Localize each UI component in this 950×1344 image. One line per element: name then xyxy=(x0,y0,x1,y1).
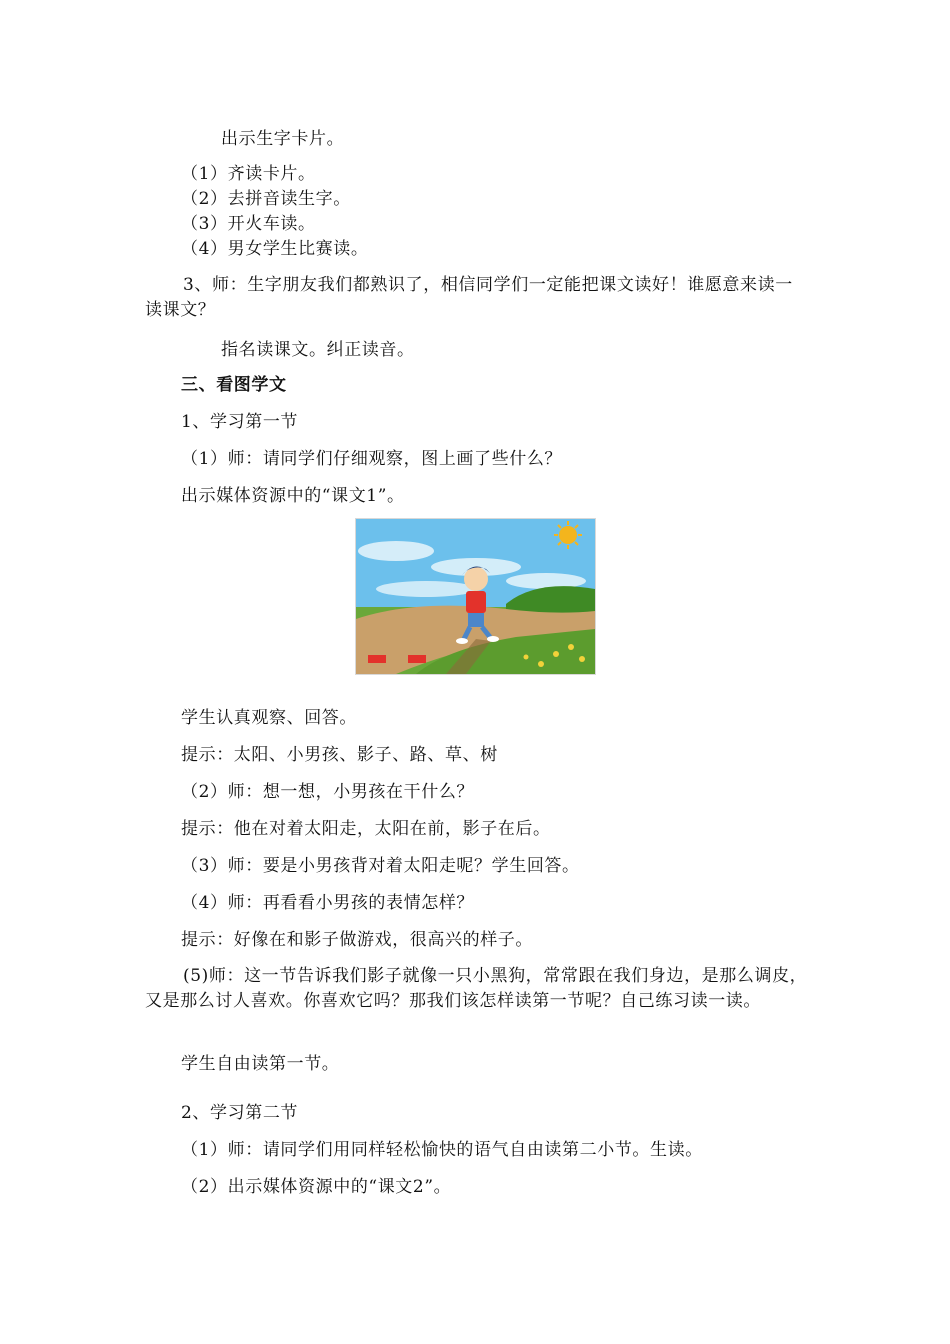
free-read-line: 学生自由读第一节。 xyxy=(181,1054,340,1074)
hint-3-line: 提示：好像在和影子做游戏，很高兴的样子。 xyxy=(181,930,533,950)
learn-section-2-heading: 2、学习第二节 xyxy=(181,1103,299,1123)
question-3-line: （3）师：要是小男孩背对着太阳走呢？学生回答。 xyxy=(181,856,580,876)
section-2-question-1-line: （1）师：请同学们用同样轻松愉快的语气自由读第二小节。生读。 xyxy=(181,1140,703,1160)
hint-1-line: 提示：太阳、小男孩、影子、路、草、树 xyxy=(181,745,498,765)
step-4-line: （4）男女学生比赛读。 xyxy=(181,239,369,259)
question-1-line: （1）师：请同学们仔细观察，图上画了些什么？ xyxy=(181,449,563,469)
section-3-heading: 三、看图学文 xyxy=(181,375,287,395)
show-cards-line: 出示生字卡片。 xyxy=(221,129,345,149)
step-3-line: （3）开火车读。 xyxy=(181,214,316,234)
question-2-line: （2）师：想一想，小男孩在干什么？ xyxy=(181,782,475,802)
teacher-3-paragraph: 3、师：生字朋友我们都熟识了，相信同学们一定能把课文读好！谁愿意来读一读课文？ xyxy=(145,275,793,320)
question-5-paragraph: (5)师：这一节告诉我们影子就像一只小黑狗，常常跟在我们身边，是那么调皮，又是那么讨人喜欢。你喜欢它吗？那我们该怎样读第一节呢？自己练习读一读。 xyxy=(145,966,808,1011)
section-2-question-2-line: （2）出示媒体资源中的“课文2”。 xyxy=(181,1177,452,1197)
illustration-boy-walking-toward-sun-icon xyxy=(356,519,595,674)
step-1-line: （1）齐读卡片。 xyxy=(181,164,316,184)
question-4-line: （4）师：再看看小男孩的表情怎样？ xyxy=(181,893,475,913)
learn-section-1-heading: 1、学习第一节 xyxy=(181,412,299,432)
lesson-illustration xyxy=(355,518,596,675)
step-2-line: （2）去拼音读生字。 xyxy=(181,189,351,209)
observe-line: 学生认真观察、回答。 xyxy=(181,708,357,728)
name-read-line: 指名读课文。纠正读音。 xyxy=(221,340,415,360)
show-text1-line: 出示媒体资源中的“课文1”。 xyxy=(181,486,405,506)
hint-2-line: 提示：他在对着太阳走，太阳在前，影子在后。 xyxy=(181,819,551,839)
